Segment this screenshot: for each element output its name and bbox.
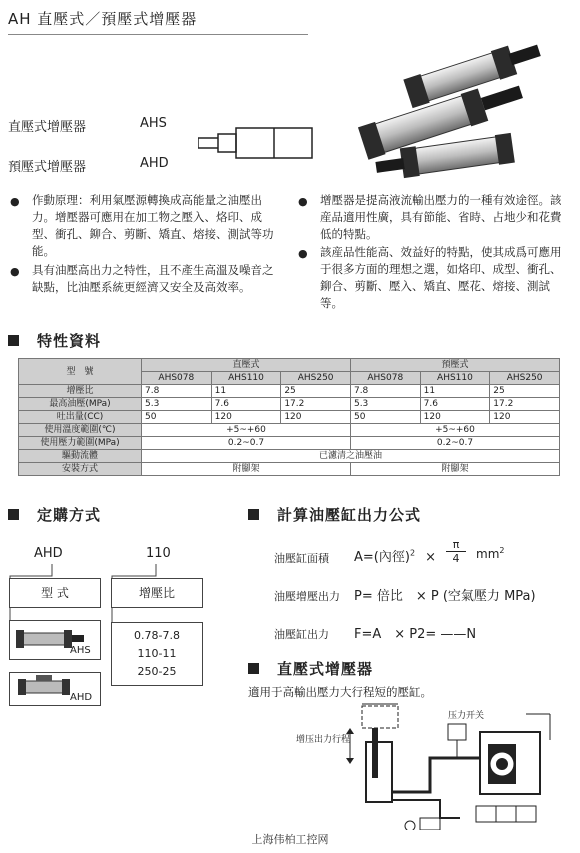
formula-area-label: 油壓缸面積 [274, 552, 329, 565]
formula-pi-fraction: π 4 [446, 538, 466, 565]
spec-row-fluid: 驅動流體 已濾清之油壓油 [19, 450, 560, 463]
bullet-right-2: ● 該産品性能高、效益好的特點，使其成爲可應用于很多方面的理想之選，如烙印、成型、衝孔、鉚合、剪斷、壓入、矯直、壓花、熔接、測試等。 [298, 245, 562, 310]
model-row-ahd [8, 156, 86, 175]
title-divider [8, 34, 308, 35]
ahs-label: AHS [70, 645, 91, 656]
spec-row-max-pressure: 最高油壓(MPa) 5.3 7.6 17.2 5.3 7.6 17.2 [19, 398, 560, 411]
hydraulic-circuit-diagram [290, 700, 560, 830]
order-ratio-box: 增壓比 [111, 578, 203, 608]
model-name: 直壓式增壓器 [8, 120, 87, 135]
formula-heading: 計算油壓缸出力公式 [248, 504, 421, 525]
direct-description: 適用于高輸出壓力大行程短的壓缸。 [248, 685, 432, 699]
formula-area-unit: $mm^2$ [476, 546, 505, 561]
spec-model: AHS250 [281, 372, 351, 385]
order-heading: 定購方式 [8, 504, 101, 525]
page-title: AH 直壓式／預壓式增壓器 [8, 10, 198, 28]
spec-model: AHS110 [420, 372, 490, 385]
bullet-left-1: ● 作動原理：利用氣壓源轉換成高能量之油壓出力。增壓器可應用在加工物之壓入、烙印、成型、衝孔、鉚合、剪斷、矯直、熔接、測試等功能。 [10, 193, 274, 258]
model-code: AHS [140, 116, 167, 131]
bullet-right-1: ● 增壓器是提高液流輸出壓力的一種有效途徑。該産品適用性廣，具有節能、省時、占地少和花費低的特點。 [298, 193, 562, 241]
model-row-ahs [8, 116, 86, 135]
formula-boost-expr: P= 倍比 × P (空氣壓力 MPa) [354, 589, 536, 604]
spec-row-mount: 安裝方式 附腳架 附腳架 [19, 463, 560, 476]
spec-row-temp: 使用溫度範圍(℃) +5~+60 +5~+60 [19, 424, 560, 437]
bullet-left-2: ● 具有油壓高出力之特性，且不產生高溫及噪音之缺點，比油壓系統更經濟又安全及高效率。 [10, 263, 274, 294]
spec-model: AHS110 [211, 372, 281, 385]
order-ratio-values: 0.78-7.8 110-11 250-25 [111, 622, 203, 686]
spec-table [18, 358, 560, 476]
formula-force-expr: F=A × P2= ——N [354, 627, 477, 642]
product-photo [345, 42, 555, 182]
model-code: AHD [140, 156, 169, 171]
direct-heading: 直壓式增壓器 [248, 658, 373, 679]
order-ahd-image [9, 672, 101, 706]
order-code-ratio: 110 [146, 546, 171, 561]
label-stroke: 增压出力行程 [296, 735, 351, 745]
order-code-type: AHD [34, 546, 63, 561]
ahd-label: AHD [70, 692, 93, 703]
spec-row-ratio: 增壓比 7.8 11 25 7.8 11 25 [19, 385, 560, 398]
order-type-box: 型 式 [9, 578, 101, 608]
formula-force-label: 油壓缸出力 [274, 628, 329, 641]
spec-row-output: 吐出量(CC) 50 120 120 50 120 120 [19, 411, 560, 424]
spec-group-pre: 預壓式 [350, 359, 559, 372]
spec-heading: 特性資料 [8, 330, 101, 351]
spec-row-pressure-range: 使用壓力範圍(MPa) 0.2~0.7 0.2~0.7 [19, 437, 560, 450]
model-name: 預壓式增壓器 [8, 160, 87, 175]
footer-watermark: 上海伟柏工控网 [251, 833, 329, 846]
label-switch: 压力开关 [448, 711, 485, 721]
spec-model: AHS078 [142, 372, 212, 385]
formula-area-expr: A=(內徑)$^2$ × [354, 548, 437, 565]
spec-col-label: 型 號 [19, 359, 142, 385]
order-ahs-image [9, 620, 101, 660]
spec-group-direct: 直壓式 [142, 359, 351, 372]
cylinder-diagram [198, 124, 316, 162]
formula-boost-label: 油壓增壓出力 [274, 590, 340, 603]
spec-model: AHS078 [350, 372, 420, 385]
spec-model: AHS250 [490, 372, 560, 385]
